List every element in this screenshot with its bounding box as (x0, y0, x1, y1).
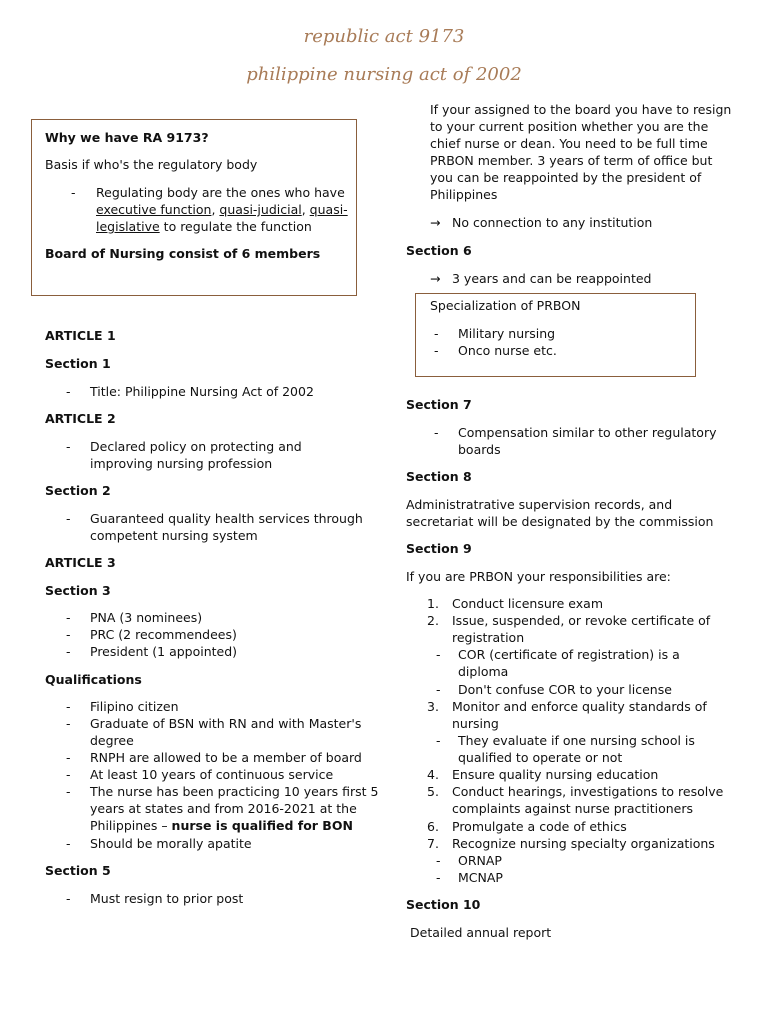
dash-bullet: - (66, 439, 71, 454)
section5-heading: Section 5 (45, 863, 111, 878)
page-title-line2: philippine nursing act of 2002 (246, 64, 522, 85)
responsibility-subitem: Don't confuse COR to your license (458, 682, 672, 697)
dash-bullet: - (66, 891, 71, 906)
responsibility-item: Promulgate a code of ethics (452, 819, 627, 834)
s10-text: Detailed annual report (410, 925, 552, 940)
regulating-line3: legislative to regulate the function (96, 219, 312, 234)
dash-bullet: - (436, 682, 441, 697)
qualifications-heading: Qualifications (45, 672, 142, 687)
section9-heading: Section 9 (406, 541, 472, 556)
list-number: 3. (427, 699, 439, 714)
list-number: 6. (427, 819, 439, 834)
dash-bullet: - (66, 767, 71, 782)
dash-bullet: - (436, 647, 441, 662)
s3-item: President (1 appointed) (90, 644, 238, 659)
a2-item-l2: improving nursing profession (90, 456, 273, 471)
qualification-item-cont: years at states and from 2016-2021 at the (90, 801, 357, 816)
responsibility-item: Monitor and enforce quality standards of (452, 699, 707, 714)
arrow-item: No connection to any institution (452, 215, 653, 230)
responsibility-subitem: They evaluate if one nursing school is (458, 733, 695, 748)
responsibility-subitem-cont: qualified to operate or not (458, 750, 623, 765)
board-paragraph-line: chief nurse or dean. You need to be full time (430, 136, 708, 151)
dash-bullet: - (434, 343, 439, 358)
section10-heading: Section 10 (406, 897, 481, 912)
responsibility-item: Conduct hearings, investigations to resolve (452, 784, 724, 799)
list-number: 1. (427, 596, 439, 611)
arrow-icon: → (430, 271, 441, 286)
dash-bullet: - (436, 853, 441, 868)
responsibility-item-cont: registration (452, 630, 525, 645)
qualification-item: Filipino citizen (90, 699, 179, 714)
qualification-item: Graduate of BSN with RN and with Master's (90, 716, 362, 731)
dash-bullet: - (66, 836, 71, 851)
specialization-item: Onco nurse etc. (458, 343, 557, 358)
qualification-item: RNPH are allowed to be a member of board (90, 750, 362, 765)
qualification-item-cont: degree (90, 733, 134, 748)
responsibility-subitem-cont: diploma (458, 664, 509, 679)
dash-bullet: - (66, 384, 71, 399)
section1-heading: Section 1 (45, 356, 111, 371)
s7-item-l1: Compensation similar to other regulatory (458, 425, 717, 440)
s8-line2: secretariat will be designated by the commission (406, 514, 714, 529)
board-paragraph-line: If your assigned to the board you have to resign (430, 102, 732, 117)
responsibility-subitem: MCNAP (458, 870, 503, 885)
qualification-item: Should be morally apatite (90, 836, 252, 851)
dash-bullet: - (71, 185, 76, 200)
responsibility-item: Conduct licensure exam (452, 596, 604, 611)
responsibility-subitem: COR (certificate of registration) is a (458, 647, 680, 662)
dash-bullet: - (436, 870, 441, 885)
section8-heading: Section 8 (406, 469, 472, 484)
specialization-title: Specialization of PRBON (430, 298, 581, 313)
s5-item: Must resign to prior post (90, 891, 244, 906)
qualification-item-cont: Philippines – nurse is qualified for BON (90, 818, 353, 833)
s2-item-l2: competent nursing system (90, 528, 258, 543)
responsibility-item-cont: complaints against nurse practitioners (452, 801, 694, 816)
s8-line1: Administratrative supervision records, and (406, 497, 673, 512)
list-number: 2. (427, 613, 439, 628)
why-heading: Why we have RA 9173? (45, 130, 209, 145)
dash-bullet: - (66, 784, 71, 799)
qualification-item: The nurse has been practicing 10 years first 5 (90, 784, 379, 799)
dash-bullet: - (66, 511, 71, 526)
dash-bullet: - (66, 716, 71, 731)
page-title-line1: republic act 9173 (303, 26, 465, 47)
s7-item-l2: boards (458, 442, 501, 457)
section2-heading: Section 2 (45, 483, 111, 498)
s3-item: PNA (3 nominees) (90, 610, 203, 625)
list-number: 4. (427, 767, 439, 782)
list-number: 7. (427, 836, 439, 851)
section3-heading: Section 3 (45, 583, 111, 598)
arrow-item: 3 years and can be reappointed (452, 271, 652, 286)
dash-bullet: - (66, 627, 71, 642)
board-paragraph-line: to your current position whether you are the (430, 119, 709, 134)
board-paragraph-line: Philippines (430, 187, 498, 202)
responsibility-item-cont: nursing (452, 716, 499, 731)
s3-item: PRC (2 recommendees) (90, 627, 237, 642)
qualification-item: At least 10 years of continuous service (90, 767, 334, 782)
arrow-icon: → (430, 215, 441, 230)
dash-bullet: - (66, 644, 71, 659)
regulating-line2: executive function, quasi-judicial, quasi- (96, 202, 348, 217)
dash-bullet: - (66, 699, 71, 714)
s2-item-l1: Guaranteed quality health services through (90, 511, 363, 526)
dash-bullet: - (434, 425, 439, 440)
regulating-line1: Regulating body are the ones who have (96, 185, 345, 200)
dash-bullet: - (66, 610, 71, 625)
basis-text: Basis if who's the regulatory body (45, 157, 258, 172)
board-text: Board of Nursing consist of 6 members (45, 246, 321, 261)
responsibility-subitem: ORNAP (458, 853, 502, 868)
board-paragraph-line: PRBON member. 3 years of term of office but (430, 153, 713, 168)
article1-heading: ARTICLE 1 (45, 328, 116, 343)
section6-heading: Section 6 (406, 243, 472, 258)
s9-intro: If you are PRBON your responsibilities are: (406, 569, 671, 584)
responsibility-item: Recognize nursing specialty organizations (452, 836, 715, 851)
section7-heading: Section 7 (406, 397, 472, 412)
dash-bullet: - (436, 733, 441, 748)
a2-item-l1: Declared policy on protecting and (90, 439, 302, 454)
article3-heading: ARTICLE 3 (45, 555, 116, 570)
s1-item: Title: Philippine Nursing Act of 2002 (90, 384, 314, 399)
specialization-item: Military nursing (458, 326, 556, 341)
dash-bullet: - (434, 326, 439, 341)
responsibility-item: Ensure quality nursing education (452, 767, 659, 782)
article2-heading: ARTICLE 2 (45, 411, 116, 426)
responsibility-item: Issue, suspended, or revoke certificate of (452, 613, 711, 628)
board-paragraph-line: you can be reappointed by the president of (430, 170, 702, 185)
dash-bullet: - (66, 750, 71, 765)
list-number: 5. (427, 784, 439, 799)
